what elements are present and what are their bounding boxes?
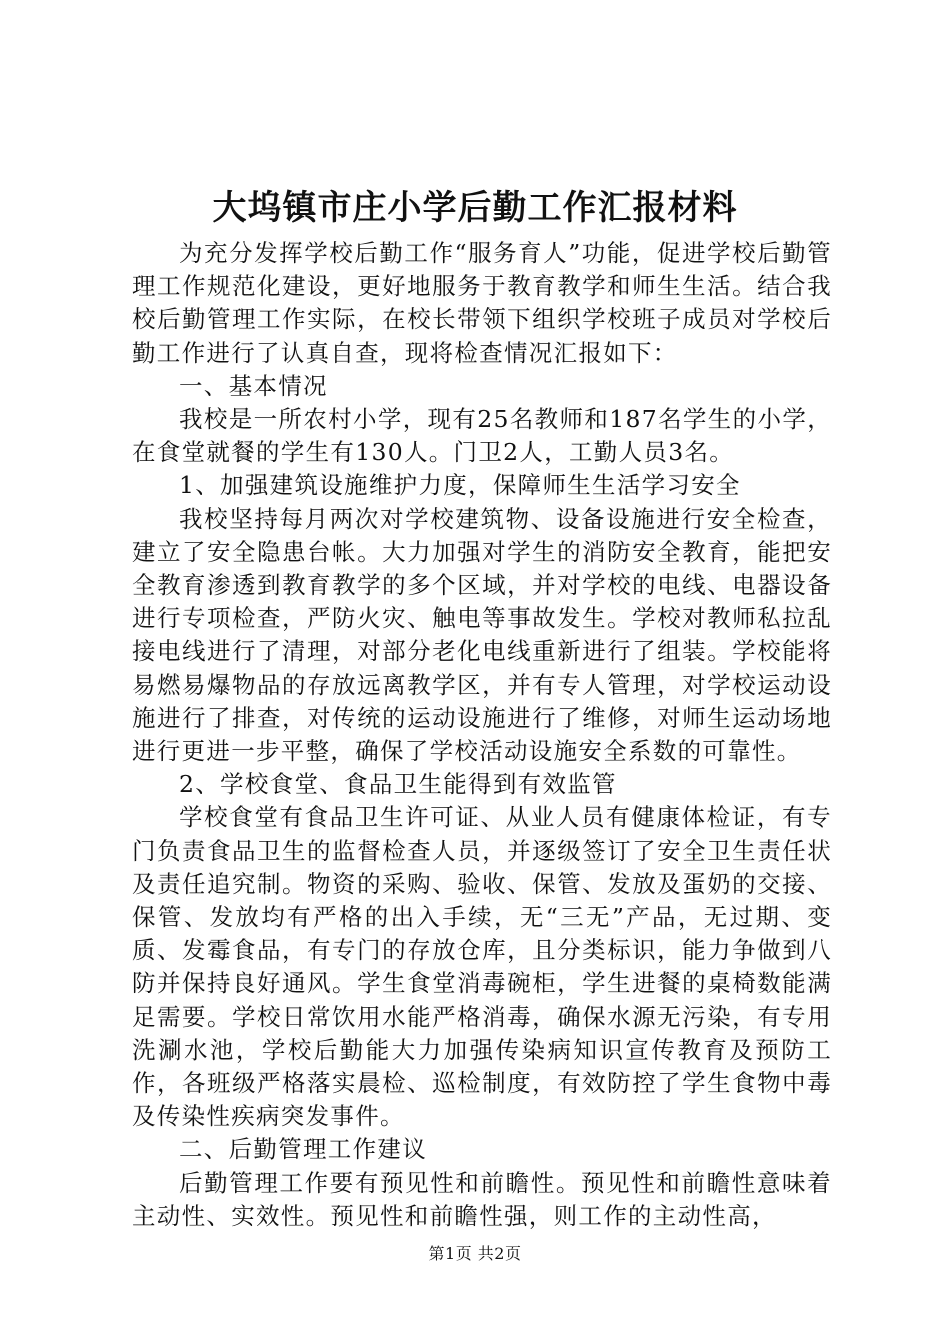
subsection-heading-facilities: 1、加强建筑设施维护力度，保障师生生活学习安全 <box>179 471 741 500</box>
section-heading-suggestions: 二、后勤管理工作建议 <box>179 1135 427 1164</box>
page-title: 大坞镇市庄小学后勤工作汇报材料 <box>212 188 738 228</box>
paragraph-intro: 为充分发挥学校后勤工作“服务育人”功能，促进学校后勤管理工作规范化建设，更好地服务于教育教学和师生生活。结合我校后勤管理工作实际，在校长带领下组织学校班子成员对学校后勤工作进行了认真自查，现将检查情况汇报如下： <box>132 239 832 367</box>
page-number: 第1页 共2页 <box>428 1244 522 1263</box>
paragraph-facilities: 我校坚持每月两次对学校建筑物、设备设施进行安全检查，建立了安全隐患台帐。大力加强对学生的消防安全教育，能把安全教育渗透到教育教学的多个区域，并对学校的电线、电器设备进行专项检查，严防火灾、触电等事故发生。学校对教师私拉乱接电线进行了清理，对部分老化电线重新进行了组装。学校能将易燃易爆物品的存放远离教学区，并有专人管理，对学校运动设施进行了排查，对传统的运动设施进行了维修，对师生运动场地进行更进一步平整，确保了学校活动设施安全系数的可靠性。 <box>132 504 832 766</box>
document-body <box>132 237 832 1233</box>
subsection-heading-canteen: 2、学校食堂、食品卫生能得到有效监管 <box>179 770 617 799</box>
paragraph-basic-info: 我校是一所农村小学，现有25名教师和187名学生的小学，在食堂就餐的学生有130人。门卫2人，工勤人员3名。 <box>132 405 832 467</box>
section-heading-basic: 一、基本情况 <box>179 371 328 400</box>
paragraph-suggestions: 后勤管理工作要有预见性和前瞻性。预见性和前瞻性意味着主动性、实效性。预见性和前瞻性强，则工作的主动性高， <box>132 1168 832 1230</box>
paragraph-canteen: 学校食堂有食品卫生许可证、从业人员有健康体检证，有专门负责食品卫生的监督检查人员，并逐级签订了安全卫生责任状及责任追究制。物资的采购、验收、保管、发放及蛋奶的交接、保管、发放均有严格的出入手续，无“三无”产品，无过期、变质、发霉食品，有专门的存放仓库，且分类标识，能力争做到八防并保持良好通风。学生食堂消毒碗柜，学生进餐的桌椅数能满足需要。学校日常饮用水能严格消毒，确保水源无污染，有专用洗涮水池，学校后勤能大力加强传染病知识宣传教育及预防工作，各班级严格落实晨检、巡检制度，有效防控了学生食物中毒及传染性疾病突发事件。 <box>132 803 832 1131</box>
